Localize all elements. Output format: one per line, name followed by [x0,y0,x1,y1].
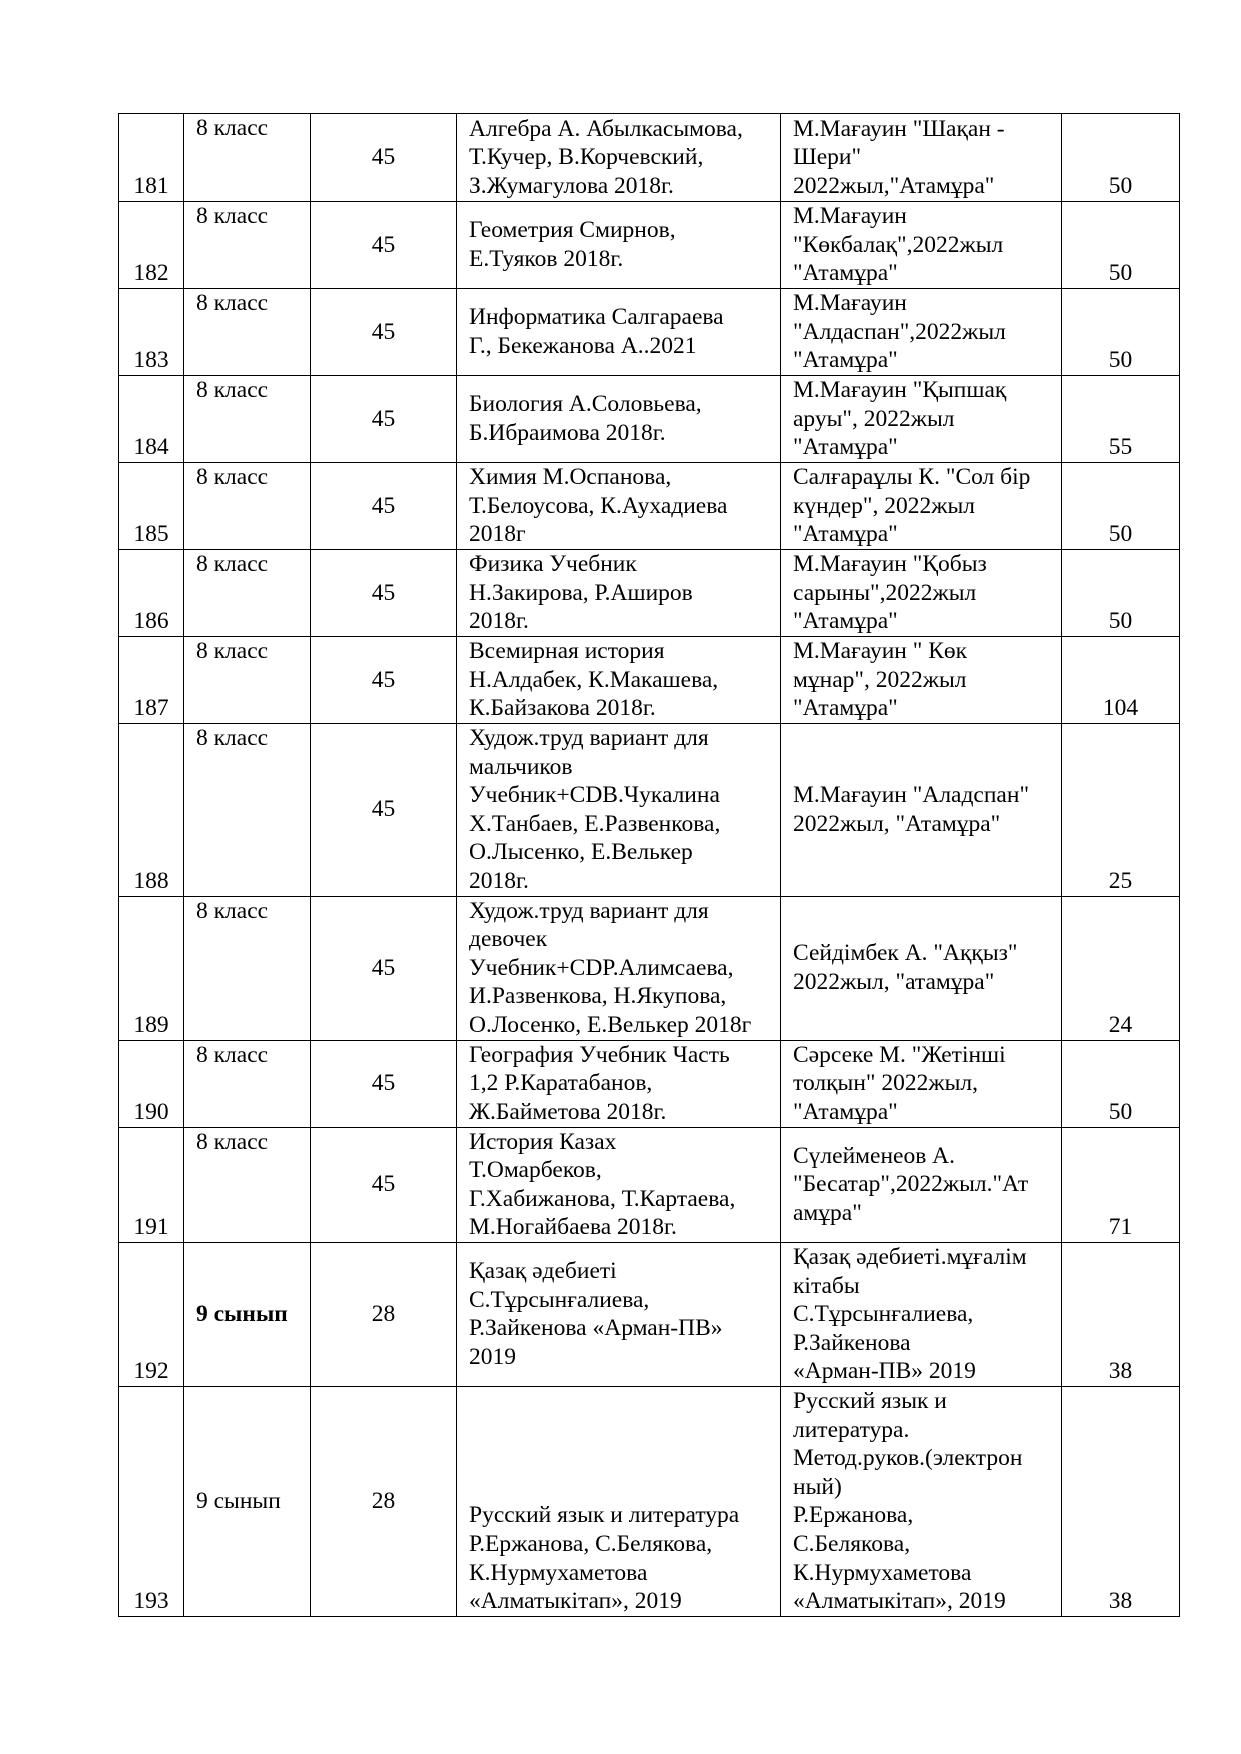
count-cell: 50 [1062,1040,1180,1127]
class-cell: 8 класс [184,1127,311,1242]
count-cell: 50 [1062,463,1180,550]
class-cell: 8 класс [184,376,311,463]
table-row [119,463,1180,550]
table-row [119,114,1180,202]
textbook-cell: Биология А.Соловьева, Б.Ибраимова 2018г. [457,376,781,463]
row-number: 190 [119,1040,184,1127]
guide-book-cell: Русский язык и литература. Метод.руков.(электрон ный) Р.Ержанова, С.Белякова, К.Нурмухаметова «Алматыкітап», 2019 [781,1386,1062,1616]
count-cell: 104 [1062,637,1180,724]
table-row [119,202,1180,289]
row-number: 192 [119,1242,184,1386]
textbook-cell: Русский язык и литература Р.Ержанова, С.Белякова, К.Нурмухаметова «Алматыкітап», 2019 [457,1386,781,1616]
row-number: 184 [119,376,184,463]
row-number: 193 [119,1386,184,1616]
guide-book-cell: М.Мағауин "Қобыз сарыны",2022жыл "Атамұра" [781,550,1062,637]
guide-book-cell: М.Мағауин "Алдаспан",2022жыл "Атамұра" [781,289,1062,376]
row-number: 191 [119,1127,184,1242]
guide-book-cell: М.Мағауин "Көкбалақ",2022жыл "Атамұра" [781,202,1062,289]
table-row [119,1242,1180,1386]
quantity-cell: 45 [311,896,457,1040]
row-number: 189 [119,896,184,1040]
count-cell: 50 [1062,550,1180,637]
textbook-cell: Всемирная история Н.Алдабек, К.Макашева, К.Байзакова 2018г. [457,637,781,724]
count-cell: 25 [1062,724,1180,897]
class-cell: 8 класс [184,289,311,376]
table-row [119,550,1180,637]
textbook-cell: География Учебник Часть 1,2 Р.Каратабанов, Ж.Байметова 2018г. [457,1040,781,1127]
table-body [119,114,1180,1617]
class-cell: 9 сынып [184,1386,311,1616]
table-row [119,376,1180,463]
quantity-cell: 45 [311,550,457,637]
guide-book-cell: М.Мағауин "Шақан - Шери" 2022жыл,"Атамұра" [781,114,1062,202]
class-cell: 8 класс [184,550,311,637]
table-row [119,1386,1180,1616]
count-cell: 50 [1062,202,1180,289]
textbook-table [118,113,1180,1617]
class-cell: 8 класс [184,896,311,1040]
count-cell: 71 [1062,1127,1180,1242]
quantity-cell: 45 [311,724,457,897]
textbook-cell: Алгебра А. Абылкасымова, Т.Кучер, В.Корчевский, З.Жумагулова 2018г. [457,114,781,202]
guide-book-cell: Сәрсеке М. "Жетінші толқын" 2022жыл, "Атамұра" [781,1040,1062,1127]
count-cell: 38 [1062,1386,1180,1616]
quantity-cell: 45 [311,463,457,550]
quantity-cell: 45 [311,1040,457,1127]
quantity-cell: 45 [311,289,457,376]
row-number: 183 [119,289,184,376]
guide-book-cell: М.Мағауин "Аладспан" 2022жыл, "Атамұра" [781,724,1062,897]
class-cell: 8 класс [184,724,311,897]
row-number: 181 [119,114,184,202]
class-cell: 8 класс [184,637,311,724]
table-row [119,1040,1180,1127]
textbook-cell: Химия М.Оспанова, Т.Белоусова, К.Аухадиева 2018г [457,463,781,550]
row-number: 188 [119,724,184,897]
quantity-cell: 45 [311,376,457,463]
textbook-cell: История Казах Т.Омарбеков, Г.Хабижанова, Т.Картаева, М.Ногайбаева 2018г. [457,1127,781,1242]
table-row [119,1127,1180,1242]
row-number: 186 [119,550,184,637]
quantity-cell: 28 [311,1242,457,1386]
quantity-cell: 45 [311,637,457,724]
table-row [119,896,1180,1040]
table-row [119,289,1180,376]
count-cell: 24 [1062,896,1180,1040]
textbook-cell: Физика Учебник Н.Закирова, Р.Аширов 2018г. [457,550,781,637]
table-row [119,637,1180,724]
row-number: 187 [119,637,184,724]
guide-book-cell: Сейдімбек А. "Аққыз" 2022жыл, "атамұра" [781,896,1062,1040]
quantity-cell: 45 [311,1127,457,1242]
class-cell: 8 класс [184,202,311,289]
class-cell: 8 класс [184,463,311,550]
count-cell: 50 [1062,289,1180,376]
row-number: 185 [119,463,184,550]
quantity-cell: 45 [311,114,457,202]
textbook-cell: Худож.труд вариант для мальчиков Учебник+CDB.Чукалина Х.Танбаев, Е.Развенкова, О.Лысенко, Е.Велькер 2018г. [457,724,781,897]
guide-book-cell: М.Мағауин " Көк мұнар", 2022жыл "Атамұра" [781,637,1062,724]
count-cell: 50 [1062,114,1180,202]
textbook-cell: Худож.труд вариант для девочек Учебник+CDP.Алимсаева, И.Развенкова, Н.Якупова, О.Лосенко, Е.Велькер 2018г [457,896,781,1040]
quantity-cell: 45 [311,202,457,289]
textbook-cell: Қазақ әдебиеті С.Тұрсынғалиева, Р.Зайкенова «Арман-ПВ» 2019 [457,1242,781,1386]
guide-book-cell: Қазақ әдебиеті.мұғалім кітабы С.Тұрсынғалиева, Р.Зайкенова «Арман-ПВ» 2019 [781,1242,1062,1386]
table-row [119,724,1180,897]
class-cell: 8 класс [184,1040,311,1127]
textbook-cell: Геометрия Смирнов, Е.Туяков 2018г. [457,202,781,289]
guide-book-cell: Сүлейменеов А. "Бесатар",2022жыл."Ат амұра" [781,1127,1062,1242]
quantity-cell: 28 [311,1386,457,1616]
count-cell: 55 [1062,376,1180,463]
textbook-cell: Информатика Салгараева Г., Бекежанова А..2021 [457,289,781,376]
guide-book-cell: М.Мағауин "Қыпшақ аруы", 2022жыл "Атамұра" [781,376,1062,463]
class-cell: 9 сынып [184,1242,311,1386]
count-cell: 38 [1062,1242,1180,1386]
class-cell: 8 класс [184,114,311,202]
row-number: 182 [119,202,184,289]
guide-book-cell: Салғараұлы К. "Сол бір күндер", 2022жыл "Атамұра" [781,463,1062,550]
